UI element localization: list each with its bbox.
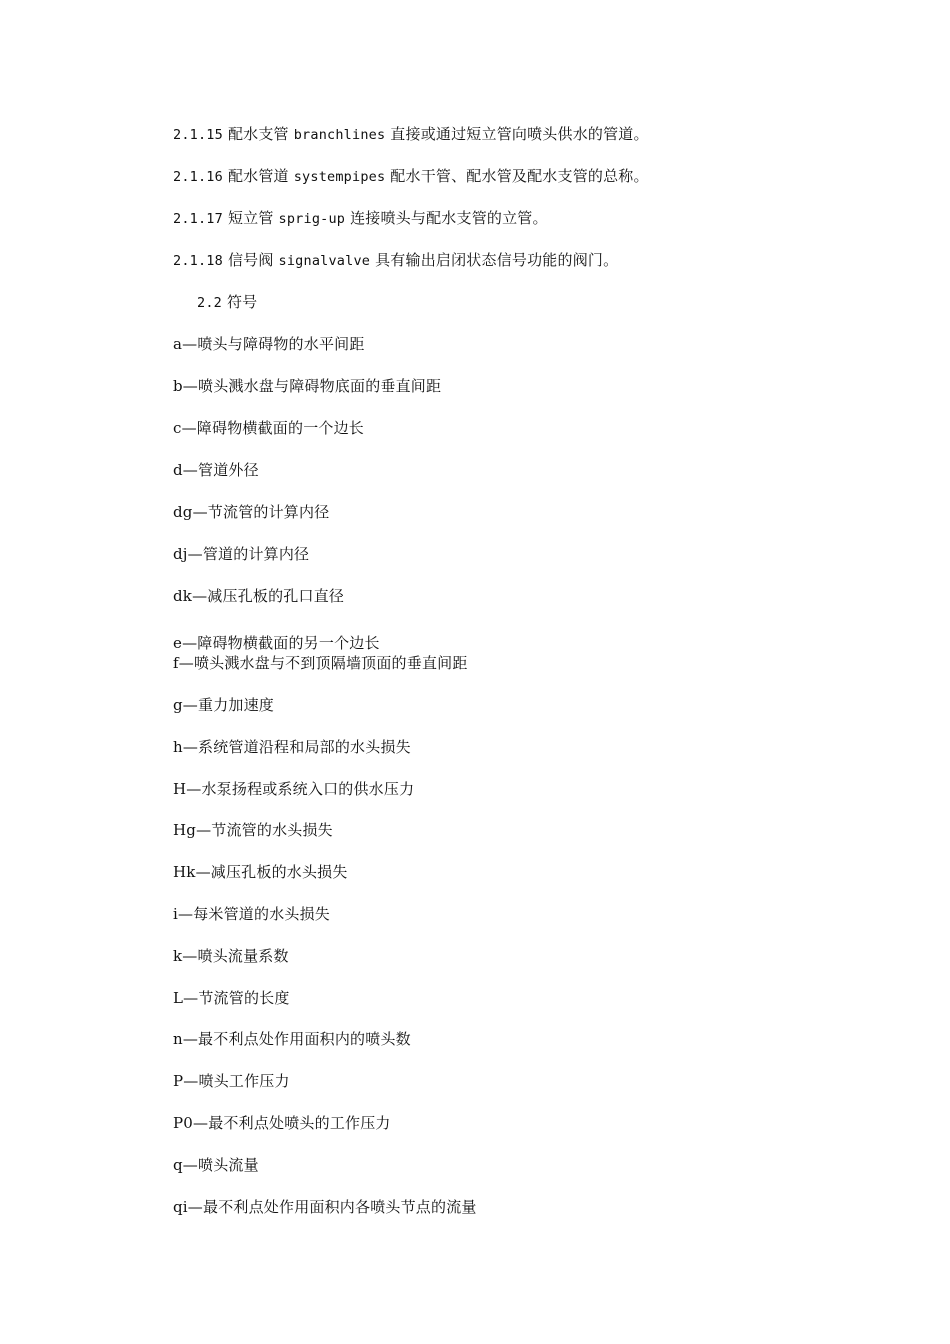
term-en: branchlines <box>293 127 386 143</box>
term-zh: 短立管 <box>227 209 274 227</box>
symbol-item: H—水泵扬程或系统入口的供水压力 <box>173 780 415 798</box>
section-title: 符号 <box>226 293 258 311</box>
symbol-item: i—每米管道的水头损失 <box>173 905 330 923</box>
term-zh: 信号阀 <box>227 251 274 269</box>
symbol-item: qi—最不利点处作用面积内各喷头节点的流量 <box>173 1198 477 1216</box>
clause-number: 2.1.18 <box>173 253 223 269</box>
symbol-item: n—最不利点处作用面积内的喷头数 <box>173 1030 411 1048</box>
symbol-item: f—喷头溅水盘与不到顶隔墙顶面的垂直间距 <box>173 654 468 672</box>
symbol-item: dg—节流管的计算内径 <box>173 503 330 521</box>
symbol-item: a—喷头与障碍物的水平间距 <box>173 335 365 353</box>
definition-2-1-18 <box>173 250 618 271</box>
definition-2-1-17 <box>173 208 548 229</box>
term-en: signalvalve <box>278 253 371 269</box>
symbol-item: dj—管道的计算内径 <box>173 545 310 563</box>
symbol-item: g—重力加速度 <box>173 696 275 714</box>
clause-number: 2.1.17 <box>173 211 223 227</box>
symbol-item: L—节流管的长度 <box>173 989 290 1007</box>
symbol-item: Hk—减压孔板的水头损失 <box>173 863 348 881</box>
term-description: 配水干管、配水管及配水支管的总称。 <box>390 167 649 185</box>
section-number: 2.2 <box>197 295 222 311</box>
symbol-item: c—障碍物横截面的一个边长 <box>173 419 365 437</box>
symbol-item: Hg—节流管的水头损失 <box>173 821 333 839</box>
symbol-item: b—喷头溅水盘与障碍物底面的垂直间距 <box>173 377 442 395</box>
symbol-item: P0—最不利点处喷头的工作压力 <box>173 1114 391 1132</box>
definition-2-1-15 <box>173 124 649 145</box>
symbol-item: k—喷头流量系数 <box>173 947 289 965</box>
symbol-item: dk—减压孔板的孔口直径 <box>173 587 345 605</box>
symbol-item: q—喷头流量 <box>173 1156 259 1174</box>
term-en: sprig-up <box>278 211 346 227</box>
symbol-item: h—系统管道沿程和局部的水头损失 <box>173 738 411 756</box>
clause-number: 2.1.15 <box>173 127 223 143</box>
section-heading <box>197 292 257 313</box>
definition-2-1-16 <box>173 166 649 187</box>
symbol-item: d—管道外径 <box>173 461 259 479</box>
term-zh: 配水管道 <box>227 167 289 185</box>
term-description: 直接或通过短立管向喷头供水的管道。 <box>390 125 649 143</box>
clause-number: 2.1.16 <box>173 169 223 185</box>
term-en: systempipes <box>293 169 386 185</box>
term-description: 具有输出启闭状态信号功能的阀门。 <box>375 251 619 269</box>
symbol-item: e—障碍物横截面的另一个边长 <box>173 634 380 652</box>
term-zh: 配水支管 <box>227 125 289 143</box>
term-description: 连接喷头与配水支管的立管。 <box>350 209 548 227</box>
symbol-item: P—喷头工作压力 <box>173 1072 290 1090</box>
